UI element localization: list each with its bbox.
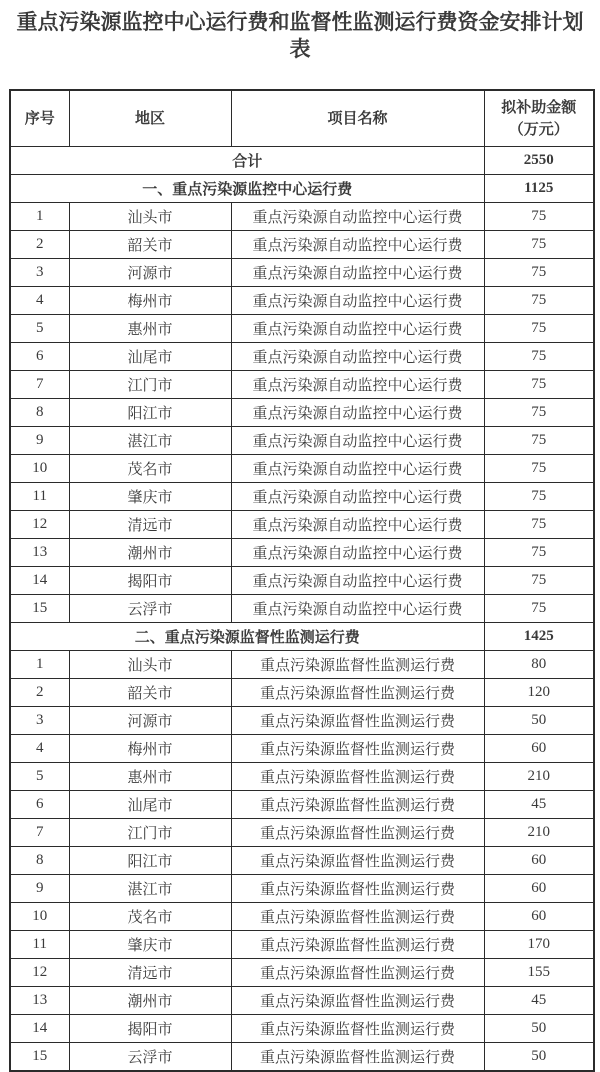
table-row	[10, 679, 594, 707]
row-no: 4	[10, 287, 69, 315]
section-row	[10, 175, 594, 203]
row-no: 2	[10, 231, 69, 259]
row-no: 7	[10, 371, 69, 399]
row-no: 12	[10, 959, 69, 987]
row-region: 惠州市	[69, 763, 231, 791]
row-no: 14	[10, 1015, 69, 1043]
row-project: 重点污染源监督性监测运行费	[231, 987, 484, 1015]
table-row	[10, 651, 594, 679]
row-amount: 75	[484, 511, 594, 539]
row-no: 1	[10, 651, 69, 679]
row-amount: 80	[484, 651, 594, 679]
row-no: 8	[10, 399, 69, 427]
table-row	[10, 231, 594, 259]
table-row	[10, 735, 594, 763]
row-amount: 75	[484, 567, 594, 595]
total-row	[10, 147, 594, 175]
row-no: 15	[10, 595, 69, 623]
row-project: 重点污染源自动监控中心运行费	[231, 539, 484, 567]
row-region: 河源市	[69, 707, 231, 735]
table-row	[10, 511, 594, 539]
row-project: 重点污染源监督性监测运行费	[231, 707, 484, 735]
table-header-row	[10, 90, 594, 147]
row-no: 11	[10, 931, 69, 959]
table-row	[10, 763, 594, 791]
row-amount: 75	[484, 427, 594, 455]
col-header-amount-line1: 拟补助金额	[501, 99, 577, 116]
row-region: 河源市	[69, 259, 231, 287]
section-label: 一、重点污染源监控中心运行费	[10, 175, 484, 203]
table-row	[10, 259, 594, 287]
row-project: 重点污染源监督性监测运行费	[231, 903, 484, 931]
table-row	[10, 931, 594, 959]
row-project: 重点污染源监督性监测运行费	[231, 959, 484, 987]
row-no: 10	[10, 903, 69, 931]
row-no: 9	[10, 427, 69, 455]
row-region: 江门市	[69, 819, 231, 847]
row-no: 1	[10, 203, 69, 231]
row-region: 汕头市	[69, 203, 231, 231]
row-no: 3	[10, 707, 69, 735]
row-amount: 155	[484, 959, 594, 987]
row-no: 12	[10, 511, 69, 539]
row-region: 汕头市	[69, 651, 231, 679]
row-region: 茂名市	[69, 903, 231, 931]
row-amount: 60	[484, 875, 594, 903]
row-amount: 75	[484, 539, 594, 567]
row-amount: 210	[484, 763, 594, 791]
row-amount: 75	[484, 315, 594, 343]
row-amount: 75	[484, 595, 594, 623]
section-amount: 1425	[484, 623, 594, 651]
table-row	[10, 483, 594, 511]
row-region: 江门市	[69, 371, 231, 399]
row-amount: 50	[484, 1015, 594, 1043]
row-no: 8	[10, 847, 69, 875]
col-header-no: 序号	[10, 90, 69, 147]
row-no: 4	[10, 735, 69, 763]
table-row	[10, 567, 594, 595]
row-project: 重点污染源自动监控中心运行费	[231, 315, 484, 343]
row-project: 重点污染源监督性监测运行费	[231, 1043, 484, 1072]
col-header-amount-line2: （万元）	[508, 121, 569, 138]
row-amount: 210	[484, 819, 594, 847]
row-amount: 75	[484, 259, 594, 287]
row-amount: 60	[484, 903, 594, 931]
table-row	[10, 455, 594, 483]
table-row	[10, 819, 594, 847]
row-no: 5	[10, 763, 69, 791]
total-label: 合计	[10, 147, 484, 175]
table-row	[10, 539, 594, 567]
table-row	[10, 399, 594, 427]
total-amount: 2550	[484, 147, 594, 175]
row-region: 湛江市	[69, 427, 231, 455]
table-row	[10, 343, 594, 371]
table-row	[10, 875, 594, 903]
row-region: 梅州市	[69, 735, 231, 763]
row-amount: 60	[484, 847, 594, 875]
table-row	[10, 987, 594, 1015]
table-row	[10, 1015, 594, 1043]
row-no: 5	[10, 315, 69, 343]
row-region: 惠州市	[69, 315, 231, 343]
row-region: 韶关市	[69, 679, 231, 707]
row-amount: 75	[484, 343, 594, 371]
row-project: 重点污染源监督性监测运行费	[231, 679, 484, 707]
row-project: 重点污染源监督性监测运行费	[231, 847, 484, 875]
row-no: 14	[10, 567, 69, 595]
table-row	[10, 427, 594, 455]
table-row	[10, 707, 594, 735]
row-project: 重点污染源监督性监测运行费	[231, 931, 484, 959]
row-project: 重点污染源自动监控中心运行费	[231, 343, 484, 371]
row-amount: 75	[484, 203, 594, 231]
section-row	[10, 623, 594, 651]
row-amount: 75	[484, 371, 594, 399]
row-region: 肇庆市	[69, 483, 231, 511]
col-header-project: 项目名称	[231, 90, 484, 147]
row-amount: 75	[484, 483, 594, 511]
col-header-region: 地区	[69, 90, 231, 147]
row-no: 3	[10, 259, 69, 287]
table-row	[10, 903, 594, 931]
row-amount: 50	[484, 707, 594, 735]
row-project: 重点污染源自动监控中心运行费	[231, 595, 484, 623]
row-region: 汕尾市	[69, 791, 231, 819]
row-project: 重点污染源监督性监测运行费	[231, 651, 484, 679]
row-no: 10	[10, 455, 69, 483]
section-amount: 1125	[484, 175, 594, 203]
row-region: 云浮市	[69, 1043, 231, 1072]
row-project: 重点污染源自动监控中心运行费	[231, 203, 484, 231]
row-project: 重点污染源监督性监测运行费	[231, 819, 484, 847]
table-row	[10, 791, 594, 819]
row-region: 潮州市	[69, 987, 231, 1015]
row-amount: 75	[484, 399, 594, 427]
row-project: 重点污染源自动监控中心运行费	[231, 399, 484, 427]
row-no: 13	[10, 987, 69, 1015]
page-title: 重点污染源监控中心运行费和监督性监测运行费资金安排计划表	[16, 11, 584, 61]
row-region: 阳江市	[69, 847, 231, 875]
row-region: 肇庆市	[69, 931, 231, 959]
table-row	[10, 203, 594, 231]
row-project: 重点污染源自动监控中心运行费	[231, 427, 484, 455]
row-amount: 60	[484, 735, 594, 763]
row-no: 15	[10, 1043, 69, 1072]
row-amount: 45	[484, 987, 594, 1015]
row-region: 汕尾市	[69, 343, 231, 371]
row-no: 6	[10, 343, 69, 371]
row-amount: 120	[484, 679, 594, 707]
row-project: 重点污染源自动监控中心运行费	[231, 371, 484, 399]
row-region: 潮州市	[69, 539, 231, 567]
row-region: 湛江市	[69, 875, 231, 903]
table-row	[10, 959, 594, 987]
row-amount: 75	[484, 287, 594, 315]
row-no: 9	[10, 875, 69, 903]
row-region: 梅州市	[69, 287, 231, 315]
row-region: 揭阳市	[69, 567, 231, 595]
table-row	[10, 595, 594, 623]
section-label: 二、重点污染源监督性监测运行费	[10, 623, 484, 651]
table-row	[10, 315, 594, 343]
row-project: 重点污染源监督性监测运行费	[231, 875, 484, 903]
row-region: 阳江市	[69, 399, 231, 427]
row-region: 韶关市	[69, 231, 231, 259]
col-header-amount	[484, 90, 594, 147]
row-amount: 50	[484, 1043, 594, 1072]
row-region: 揭阳市	[69, 1015, 231, 1043]
row-project: 重点污染源监督性监测运行费	[231, 735, 484, 763]
table-row	[10, 371, 594, 399]
row-region: 清远市	[69, 511, 231, 539]
row-region: 茂名市	[69, 455, 231, 483]
row-project: 重点污染源自动监控中心运行费	[231, 567, 484, 595]
funding-table	[9, 89, 595, 1072]
row-amount: 45	[484, 791, 594, 819]
row-amount: 75	[484, 231, 594, 259]
row-project: 重点污染源自动监控中心运行费	[231, 483, 484, 511]
row-no: 2	[10, 679, 69, 707]
row-project: 重点污染源监督性监测运行费	[231, 791, 484, 819]
row-amount: 75	[484, 455, 594, 483]
row-project: 重点污染源自动监控中心运行费	[231, 259, 484, 287]
row-project: 重点污染源监督性监测运行费	[231, 1015, 484, 1043]
table-row	[10, 847, 594, 875]
row-project: 重点污染源自动监控中心运行费	[231, 231, 484, 259]
row-amount: 170	[484, 931, 594, 959]
row-region: 清远市	[69, 959, 231, 987]
row-no: 7	[10, 819, 69, 847]
row-project: 重点污染源自动监控中心运行费	[231, 455, 484, 483]
row-region: 云浮市	[69, 595, 231, 623]
row-project: 重点污染源自动监控中心运行费	[231, 511, 484, 539]
table-row	[10, 287, 594, 315]
row-project: 重点污染源自动监控中心运行费	[231, 287, 484, 315]
row-no: 13	[10, 539, 69, 567]
row-no: 6	[10, 791, 69, 819]
row-project: 重点污染源监督性监测运行费	[231, 763, 484, 791]
row-no: 11	[10, 483, 69, 511]
